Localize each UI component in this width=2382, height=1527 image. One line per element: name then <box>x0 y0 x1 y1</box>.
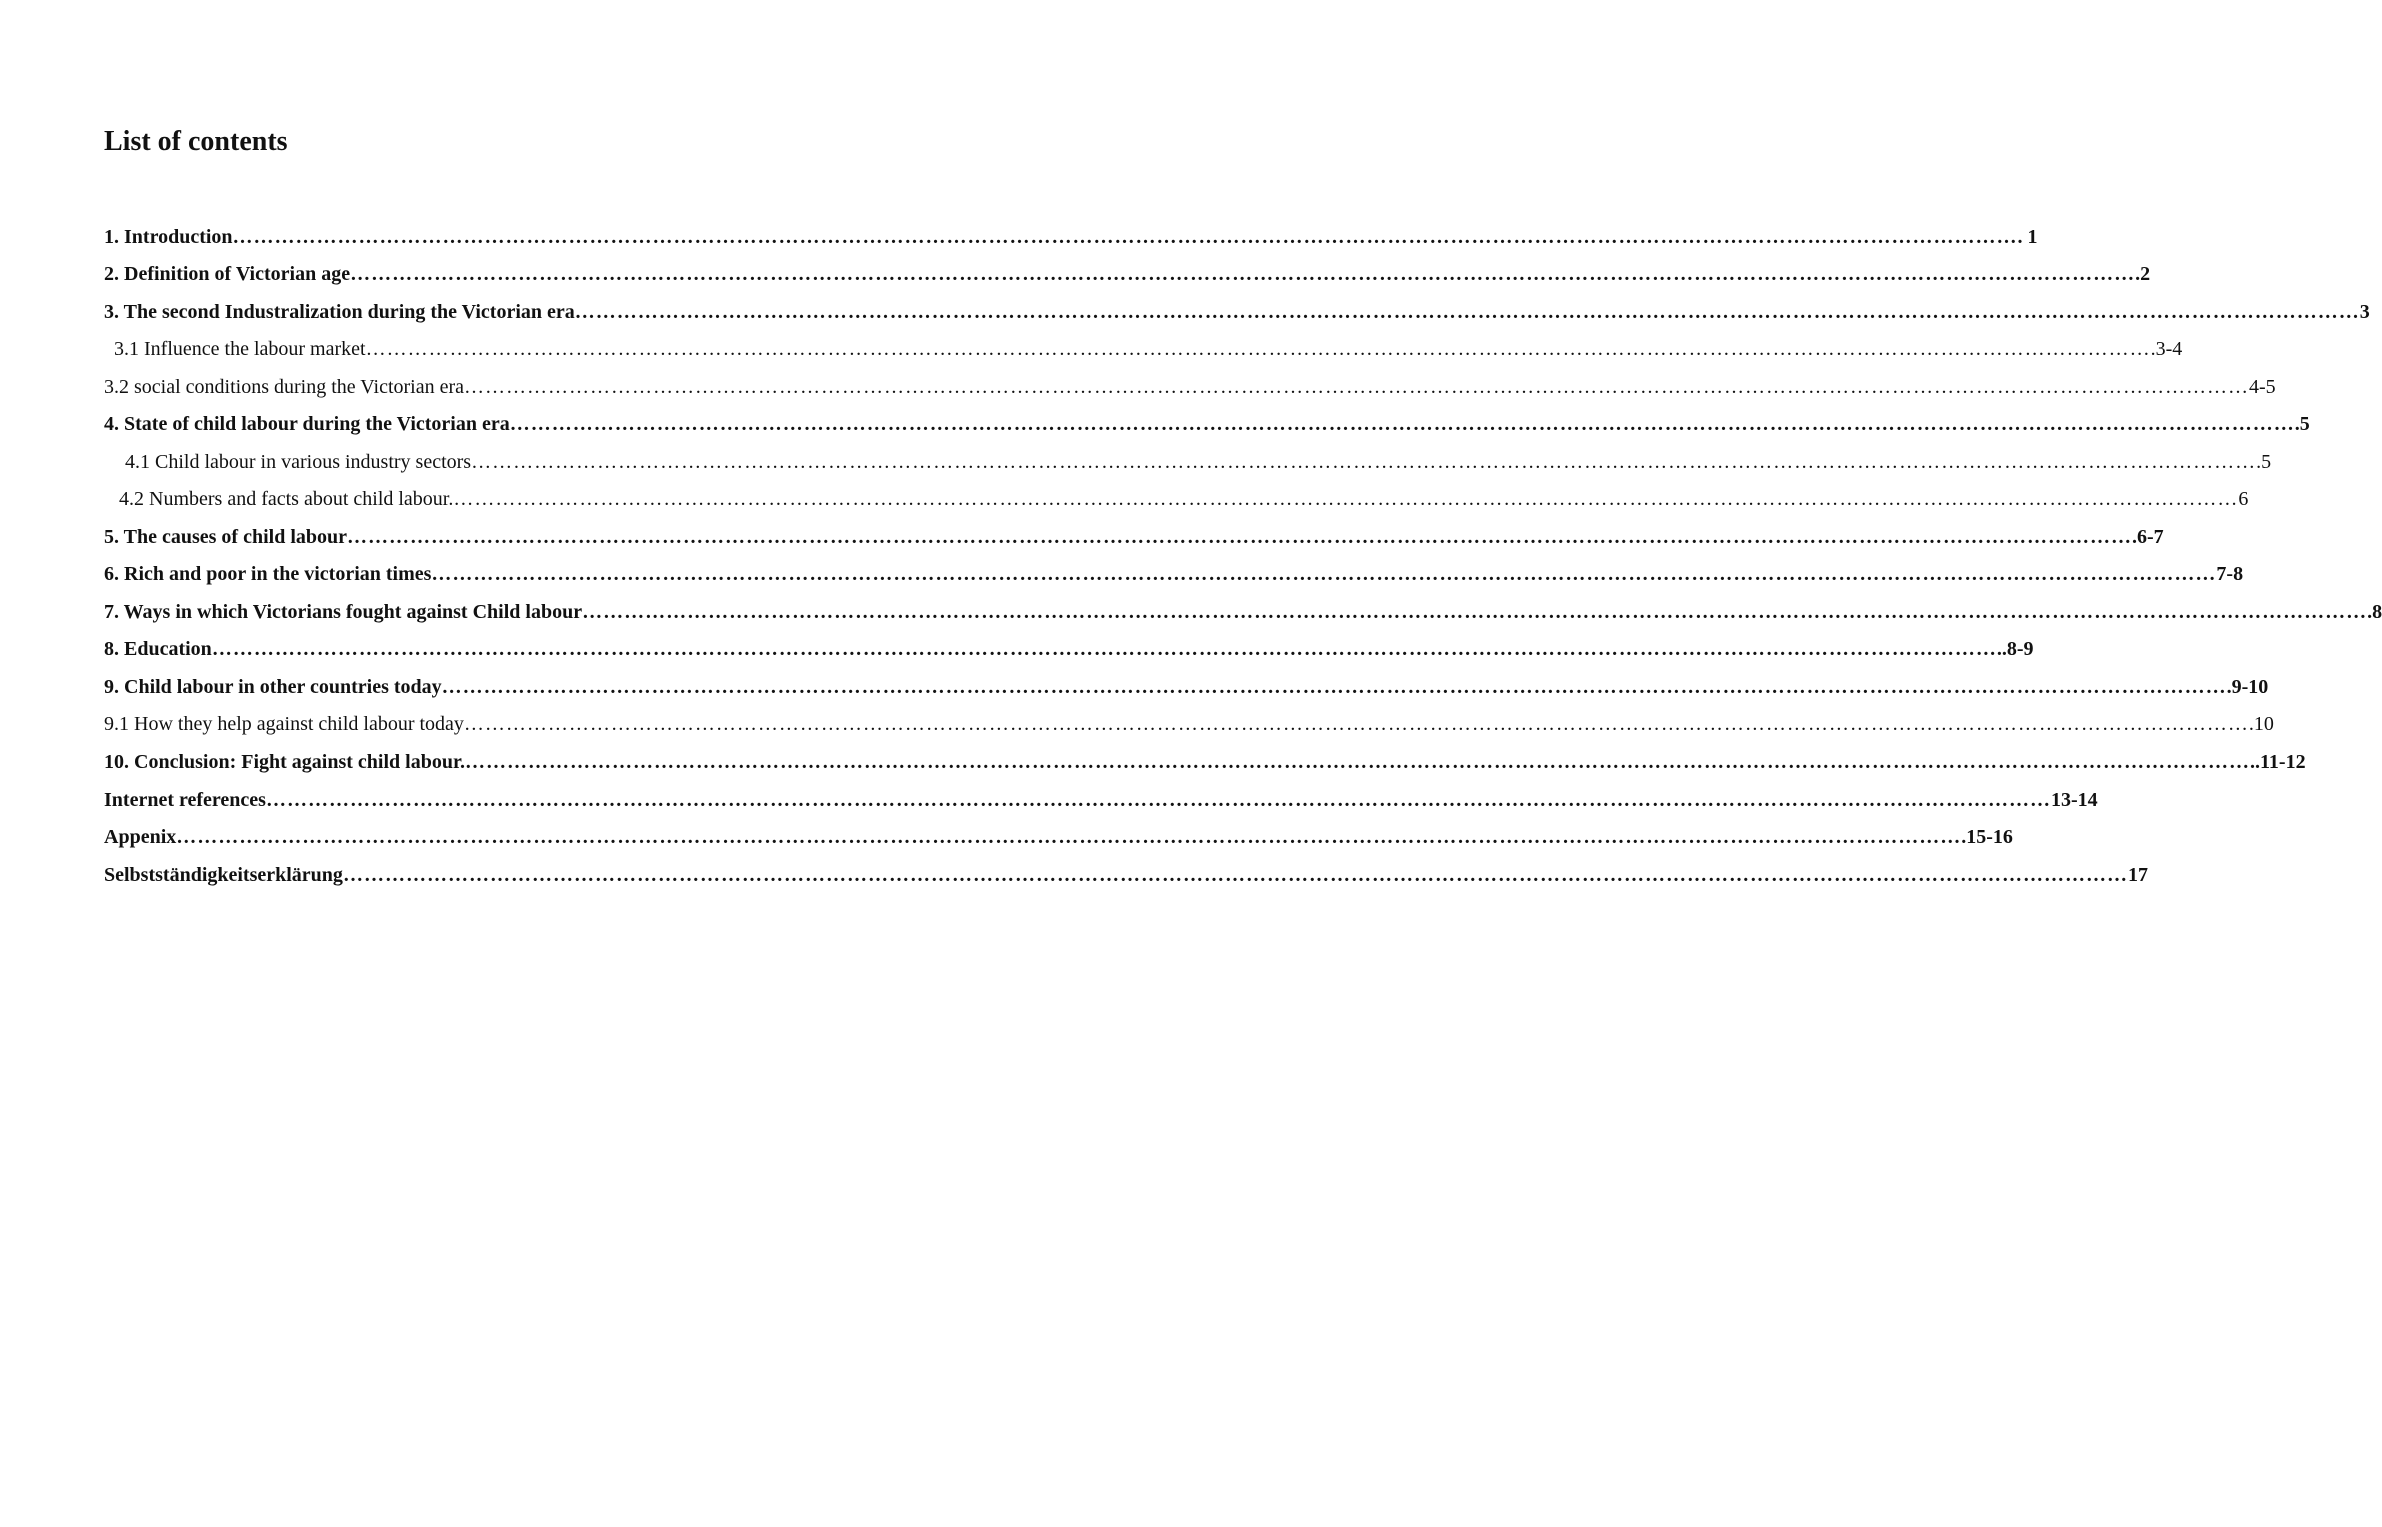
toc-dot-leader: ………………………………………………………………………………………………………………………………………………………………………………………………………………………………… <box>453 488 2239 510</box>
toc-entry-label: 10. Conclusion: Fight against child labour. <box>104 751 466 773</box>
toc-dot-leader: ………………………………………………………………………………………………………………………………………………………………………………………………………………………………… <box>365 338 2151 360</box>
toc-dot-leader: ………………………………………………………………………………………………………………………………………………………………………………………………………………………………… <box>574 301 2360 323</box>
toc-dot-leader: ………………………………………………………………………………………………………………………………………………………………………………………………………………………………… <box>465 751 2251 773</box>
toc-entry-industralization <box>104 297 2370 327</box>
toc-entry-how-they-help <box>104 709 2274 739</box>
toc-entry-page: .8 <box>2367 601 2382 623</box>
toc-entry-label: 7. Ways in which Victorians fought against Child labour <box>104 601 583 623</box>
toc-entry-label: 1. Introduction <box>104 226 233 248</box>
toc-entry-definition <box>104 259 2151 289</box>
toc-entry-label: 3.1 Influence the labour market <box>114 338 366 360</box>
toc-entry-label: 8. Education <box>104 638 212 660</box>
toc-entry-page: .3-4 <box>2150 338 2183 360</box>
toc-entry-page: .10 <box>2248 713 2274 735</box>
toc-entry-education <box>104 634 2034 664</box>
toc-entry-page: .15-16 <box>1961 826 2013 848</box>
toc-entry-declaration <box>104 860 2148 890</box>
toc-dot-leader: ………………………………………………………………………………………………………………………………………………………………………………………………………………………………… <box>464 376 2250 398</box>
toc-entry-page: 7-8 <box>2216 563 2244 585</box>
toc-entry-label: 9. Child labour in other countries today <box>104 676 442 698</box>
toc-entry-labour-market <box>114 334 2183 364</box>
toc-entry-page: 6 <box>2238 488 2249 510</box>
toc-entry-rich-and-poor <box>104 559 2244 589</box>
toc-entry-page: .5 <box>2256 451 2272 473</box>
toc-entry-label: 2. Definition of Victorian age <box>104 263 351 285</box>
toc-dot-leader: ………………………………………………………………………………………………………………………………………………………………………………………………………………………………… <box>441 676 2227 698</box>
toc-dot-leader: ………………………………………………………………………………………………………………………………………………………………………………………………………………………………… <box>582 601 2368 623</box>
toc-entry-page: ..8-9 <box>1996 638 2034 660</box>
toc-entry-internet-references <box>104 785 2098 815</box>
toc-entry-page: .9-10 <box>2226 676 2269 698</box>
toc-entry-appendix <box>104 822 2013 852</box>
toc-dot-leader: ………………………………………………………………………………………………………………………………………………………………………………………………………………………………… <box>176 826 1962 848</box>
toc-entry-label: 4. State of child labour during the Victorian era <box>104 413 510 435</box>
toc-entry-page: . 1 <box>2017 226 2038 248</box>
toc-dot-leader: ………………………………………………………………………………………………………………………………………………………………………………………………………………………………… <box>211 638 1997 660</box>
toc-entry-page: .2 <box>2135 263 2151 285</box>
toc-dot-leader: ………………………………………………………………………………………………………………………………………………………………………………………………………………………………… <box>471 451 2257 473</box>
toc-entry-state-of-child-labour <box>104 409 2310 439</box>
toc-dot-leader: ………………………………………………………………………………………………………………………………………………………………………………………………………………………………… <box>347 526 2132 548</box>
toc-dot-leader: ………………………………………………………………………………………………………………………………………………………………………………………………………………………………… <box>342 864 2128 886</box>
toc-entry-label: Selbstständigkeitserklärung <box>104 864 343 886</box>
toc-entry-label: 4.1 Child labour in various industry sectors <box>125 451 472 473</box>
toc-entry-page: .5 <box>2294 413 2310 435</box>
toc-entry-label: 3. The second Industralization during the Victorian era <box>104 301 575 323</box>
toc-entry-other-countries <box>104 672 2269 702</box>
toc-entry-label: 6. Rich and poor in the victorian times <box>104 563 432 585</box>
toc-entry-ways-fought <box>104 597 2382 627</box>
toc-entry-numbers-and-facts <box>119 484 2249 514</box>
toc-entry-label: 9.1 How they help against child labour today <box>104 713 464 735</box>
toc-entry-label: 4.2 Numbers and facts about child labour. <box>119 488 454 510</box>
toc-dot-leader: ………………………………………………………………………………………………………………………………………………………………………………………………………………………………… <box>350 263 2136 285</box>
toc-entry-label: 3.2 social conditions during the Victorian era <box>104 376 465 398</box>
toc-entry-page: 4-5 <box>2249 376 2276 398</box>
toc-entry-page: .6-7 <box>2132 526 2164 548</box>
toc-entry-page: ..11-12 <box>2250 751 2306 773</box>
toc-entry-label: Appenix <box>104 826 177 848</box>
toc-dot-leader: ………………………………………………………………………………………………………………………………………………………………………………………………………………………………… <box>265 789 2051 811</box>
toc-entry-page: 13-14 <box>2050 789 2098 811</box>
toc-entry-label: Internet references <box>104 789 266 811</box>
toc-dot-leader: ………………………………………………………………………………………………………………………………………………………………………………………………………………………………… <box>509 413 2295 435</box>
toc-entry-causes <box>104 522 2164 552</box>
toc-entry-page: 3 <box>2359 301 2370 323</box>
toc-entry-page: 17 <box>2127 864 2148 886</box>
toc-entry-label: 5. The causes of child labour <box>104 526 347 548</box>
page-title: List of contents <box>104 126 288 157</box>
toc-entry-introduction <box>104 222 2038 252</box>
toc-dot-leader: ………………………………………………………………………………………………………………………………………………………………………………………………………………………………… <box>232 226 2018 248</box>
toc-entry-social-conditions <box>104 372 2276 402</box>
toc-dot-leader: ………………………………………………………………………………………………………………………………………………………………………………………………………………………………… <box>431 563 2217 585</box>
toc-dot-leader: ………………………………………………………………………………………………………………………………………………………………………………………………………………………………… <box>463 713 2249 735</box>
toc-entry-industry-sectors <box>125 447 2272 477</box>
toc-entry-conclusion <box>104 747 2306 777</box>
